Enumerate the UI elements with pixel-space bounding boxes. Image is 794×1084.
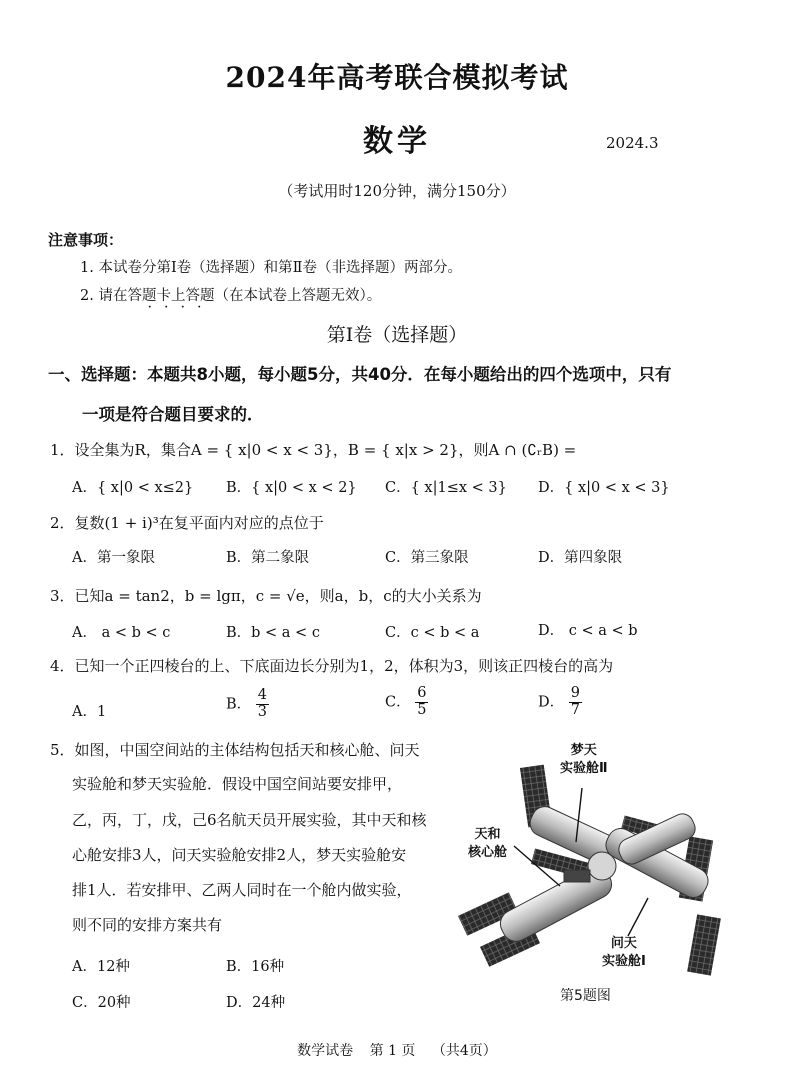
label-line: 实验舱Ⅱ <box>560 761 608 776</box>
page-footer <box>0 1040 794 1060</box>
q4-option-d-label: D． <box>538 694 565 711</box>
q5-option-a: A．12种 <box>72 959 130 975</box>
q1-option-d: D．{ x|0 < x < 3} <box>538 480 670 496</box>
exam-info: （考试用时120分钟，满分150分） <box>278 182 516 200</box>
label-line: 问天 <box>610 936 637 951</box>
notice-item: 1. 本试卷分第Ⅰ卷（选择题）和第Ⅱ卷（非选择题）两部分。 <box>80 260 463 276</box>
fraction-numerator: 4 <box>257 687 267 703</box>
footer-total: （共4页） <box>431 1043 497 1059</box>
question-5-line: 排1人．若安排甲、乙两人同时在一个舱内做实验， <box>72 881 412 899</box>
fraction-numerator: 9 <box>570 685 580 701</box>
label-line: 天和 <box>474 827 501 842</box>
fraction-numerator: 6 <box>417 685 427 701</box>
q4-option-c-fraction <box>415 686 428 719</box>
space-station-figure <box>452 738 752 1000</box>
label-wentian <box>602 935 646 971</box>
question-5-line: 5．如图，中国空间站的主体结构包括天和核心舱、问天 <box>50 741 420 759</box>
question-2-stem: 2．复数(1 + i)³在复平面内对应的点位于 <box>50 514 324 532</box>
question-1-stem: 1．设全集为R，集合A = { x|0 < x < 3}，B = { x|x > 2}，则A ∩ (∁ᵣB) = <box>50 441 577 459</box>
exam-title: 2024年高考联合模拟考试 <box>225 61 569 94</box>
question-3-stem: 3．已知a = tan2，b = lgπ，c = √e，则a，b，c的大小关系为 <box>50 587 482 605</box>
q1-option-a: A．{ x|0 < x≤2} <box>72 480 194 496</box>
q5-option-b: B．16种 <box>226 959 285 975</box>
question-5-line: 心舱安排3人，问天实验舱安排2人，梦天实验舱安 <box>72 846 407 864</box>
question-5-line: 乙，丙，丁，戊，己6名航天员开展实验，其中天和核 <box>72 811 427 829</box>
q4-option-d <box>538 686 582 719</box>
label-line: 梦天 <box>570 743 597 758</box>
question-5-line: 则不同的安排方案共有 <box>72 916 223 934</box>
label-mengtian <box>560 742 608 778</box>
q2-option-d: D．第四象限 <box>538 550 623 566</box>
q2-option-c: C．第三象限 <box>385 550 469 566</box>
notice-heading: 注意事项： <box>48 231 124 249</box>
q4-option-b-fraction <box>256 688 269 721</box>
label-tianhe <box>468 826 507 862</box>
q4-option-b <box>226 688 269 721</box>
q3-option-c: C．c < b < a <box>385 625 480 641</box>
notice-item: 2. 请在答题卡上答题（在本试卷上答题无效）。 <box>80 288 382 304</box>
part-title: 第Ⅰ卷（选择题） <box>326 324 468 346</box>
figure-caption: 第5题图 <box>560 988 611 1004</box>
section-heading-cont: 一项是符合题目要求的． <box>82 405 264 424</box>
subject-title: 数学 <box>363 124 431 159</box>
q1-option-c: C．{ x|1≤x < 3} <box>385 480 507 496</box>
q4-option-c-label: C． <box>385 694 411 711</box>
exam-date: 2024.3 <box>606 134 659 152</box>
label-line: 核心舱 <box>468 845 508 860</box>
q4-option-b-label: B． <box>226 696 252 713</box>
q1-option-b: B．{ x|0 < x < 2} <box>226 480 357 496</box>
fraction-denominator: 7 <box>570 701 580 718</box>
q5-option-c: C．20种 <box>72 995 131 1011</box>
q5-option-d: D．24种 <box>226 995 286 1011</box>
emphasis-dots: ···· <box>148 302 214 313</box>
footer-subject: 数学试卷 <box>297 1043 354 1059</box>
question-4-stem: 4．已知一个正四棱台的上、下底面边长分别为1，2，体积为3，则该正四棱台的高为 <box>50 657 614 675</box>
q3-option-b: B．b < a < c <box>226 625 320 641</box>
q4-option-c <box>385 686 428 719</box>
q4-option-a: A．1 <box>72 704 107 720</box>
q4-option-d-fraction <box>569 686 582 719</box>
q3-option-a: A． a < b < c <box>72 625 171 641</box>
q2-option-b: B．第二象限 <box>226 550 310 566</box>
label-line: 实验舱Ⅰ <box>602 954 646 969</box>
footer-page: 第 1 页 <box>369 1043 416 1059</box>
fraction-denominator: 3 <box>257 703 267 720</box>
fraction-denominator: 5 <box>417 701 427 718</box>
section-heading: 一、选择题：本题共8小题，每小题5分，共40分．在每小题给出的四个选项中，只有 <box>48 365 672 384</box>
q3-option-d: D． c < a < b <box>538 623 638 639</box>
q2-option-a: A．第一象限 <box>72 550 155 566</box>
question-5-line: 实验舱和梦天实验舱．假设中国空间站要安排甲， <box>72 775 403 793</box>
